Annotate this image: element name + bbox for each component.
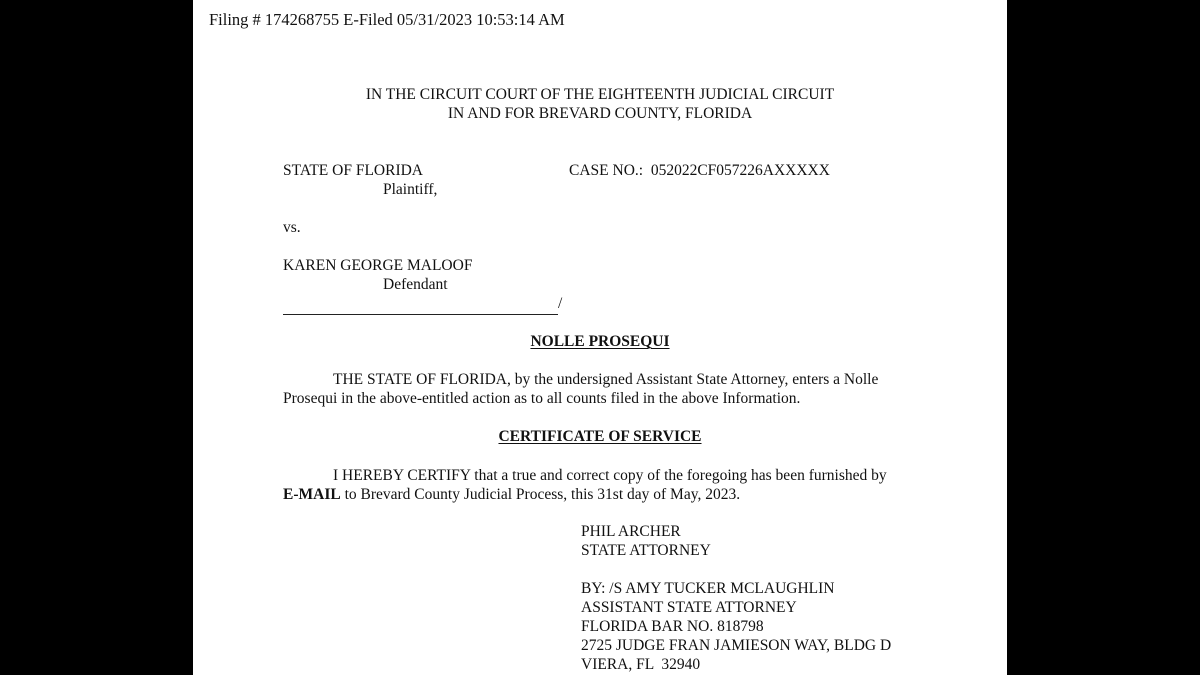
certificate-text-line-1: I HEREBY CERTIFY that a true and correct copy of the foregoing has been furnished by [333,467,887,484]
caption-rule [283,314,558,315]
nolle-text-line-2: Prosequi in the above-entitled action as to all counts filed in the above Information. [283,390,801,407]
signer-office: STATE ATTORNEY [581,542,711,559]
nolle-prosequi-title: NOLLE PROSEQUI [530,333,670,350]
versus: vs. [283,219,301,236]
court-heading-line-2: IN AND FOR BREVARD COUNTY, FLORIDA [447,105,753,122]
defendant-role: Defendant [383,276,448,293]
certificate-title: CERTIFICATE OF SERVICE [498,428,702,445]
caption-slash: / [558,295,563,312]
certificate-text-rest: to Brevard County Judicial Process, this 31st day of May, 2023. [340,486,741,503]
document-page [193,0,1007,675]
signer-name: PHIL ARCHER [581,523,681,540]
nolle-text-line-1: THE STATE OF FLORIDA, by the undersigned Assistant State Attorney, enters a Nolle [333,371,879,388]
signer-title: ASSISTANT STATE ATTORNEY [581,599,797,616]
address-line-2: VIERA, FL 32940 [581,656,701,673]
case-number: 052022CF057226AXXXXX [650,162,830,179]
address-line-1: 2725 JUDGE FRAN JAMIESON WAY, BLDG D [581,637,892,654]
case-number-label: CASE NO.: [569,162,644,179]
certificate-text-line-2 [283,486,740,504]
bar-number: FLORIDA BAR NO. 818798 [581,618,764,635]
signed-by: BY: /S AMY TUCKER MCLAUGHLIN [581,580,835,597]
defendant-name: KAREN GEORGE MALOOF [283,257,473,274]
case-number-block [569,162,830,180]
email-method: E-MAIL [283,486,341,503]
plaintiff-role: Plaintiff, [383,181,438,198]
plaintiff-name: STATE OF FLORIDA [283,162,423,179]
court-heading-line-1: IN THE CIRCUIT COURT OF THE EIGHTEENTH JUDICIAL CIRCUIT [365,86,835,103]
filing-stamp: Filing # 174268755 E-Filed 05/31/2023 10:53:14 AM [209,10,565,29]
